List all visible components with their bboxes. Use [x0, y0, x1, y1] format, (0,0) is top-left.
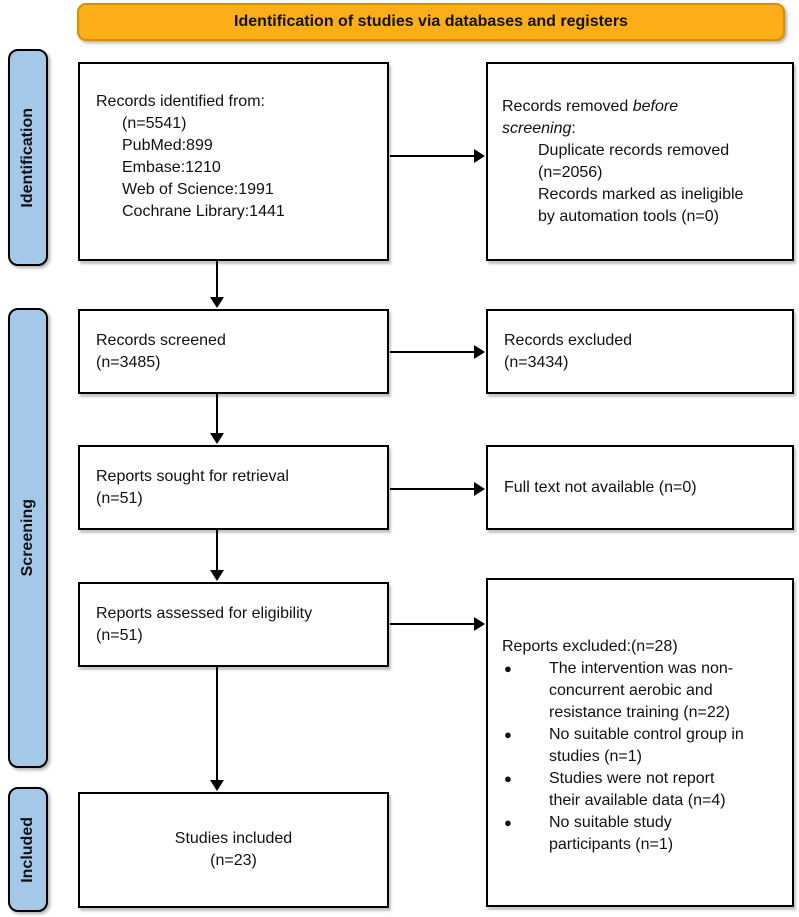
box-line: Web of Science:1991 — [122, 181, 274, 198]
arrow-right-assessed-to-reports-excluded — [390, 623, 475, 625]
arrow-down-sought-to-assessed — [216, 530, 218, 571]
box-fulltext-not-available — [486, 445, 794, 530]
box-line: (n=2056) — [538, 164, 603, 181]
box-line: resistance training (n=22) — [549, 704, 730, 721]
box-line: Records marked as ineligible — [538, 186, 744, 203]
stage-bar-included — [8, 787, 48, 912]
box-line — [502, 96, 786, 118]
box-line: their available data (n=4) — [549, 792, 726, 809]
box-line: concurrent aerobic and — [549, 682, 713, 699]
box-line: by automation tools (n=0) — [538, 208, 719, 225]
box-line: Embase:1210 — [122, 159, 221, 176]
bullet-item — [502, 768, 788, 812]
stage-label-identification: Identification — [19, 107, 36, 208]
box-line: Records identified from: — [96, 93, 265, 110]
bullet-icon: ● — [504, 727, 512, 742]
box-line: Duplicate records removed — [538, 142, 730, 159]
box-line: Reports assessed for eligibility — [96, 604, 313, 622]
bullet-item — [502, 724, 788, 768]
arrow-right-identified-to-removed — [390, 155, 475, 157]
box-line: (n=3434) — [504, 353, 569, 371]
box-line: Reports excluded:(n=28) — [502, 638, 678, 655]
box-line: (n=3485) — [96, 353, 161, 371]
box-line — [502, 118, 786, 140]
arrow-right-sought-to-fulltext — [390, 488, 475, 490]
bullet-icon: ● — [504, 771, 512, 786]
box-line: (n=51) — [96, 489, 143, 507]
box-line: Records screened — [96, 331, 226, 349]
box-reports-assessed — [78, 582, 389, 667]
box-line: Studies included — [174, 830, 293, 847]
bullet-item — [502, 658, 788, 724]
text-segment-italic: before — [632, 98, 679, 115]
box-line: No suitable study — [549, 814, 672, 831]
box-line: (n=23) — [210, 852, 257, 869]
stage-bar-identification — [8, 49, 48, 266]
box-line: studies (n=1) — [549, 748, 642, 765]
arrow-down-identified-to-screened — [216, 261, 218, 298]
bullet-icon: ● — [504, 815, 512, 830]
stage-label-screening: Screening — [19, 499, 36, 577]
box-line: No suitable control group in — [549, 726, 744, 743]
header-title: Identification of studies via databases and registers — [234, 13, 628, 30]
stage-label-included: Included — [19, 816, 36, 883]
box-reports-sought — [78, 445, 389, 530]
box-line: participants (n=1) — [549, 836, 674, 853]
box-line: The intervention was non- — [549, 660, 734, 677]
box-records-removed — [486, 62, 794, 261]
text-segment-italic: screening — [502, 120, 572, 137]
arrow-down-screened-to-sought — [216, 394, 218, 434]
arrow-down-assessed-to-included — [216, 667, 218, 781]
box-records-screened — [78, 309, 389, 394]
header-banner — [77, 3, 785, 41]
box-line: Reports sought for retrieval — [96, 467, 289, 485]
text-segment: Records removed — [502, 98, 633, 115]
box-line: Cochrane Library:1441 — [122, 203, 285, 220]
box-line: (n=51) — [96, 626, 143, 644]
arrow-right-screened-to-excluded — [390, 351, 475, 353]
box-line: Full text not available (n=0) — [504, 478, 697, 496]
box-line: (n=5541) — [122, 115, 187, 132]
box-line: Records excluded — [504, 331, 633, 349]
text-segment: : — [571, 120, 576, 137]
box-records-excluded — [486, 309, 794, 394]
bullet-item — [502, 812, 788, 856]
box-studies-included — [78, 792, 389, 908]
box-line: Studies were not report — [549, 770, 715, 787]
bullet-icon: ● — [504, 661, 512, 676]
box-records-identified — [78, 62, 389, 261]
box-reports-excluded — [486, 578, 794, 907]
stage-bar-screening — [8, 308, 48, 768]
box-line: PubMed:899 — [122, 137, 213, 154]
